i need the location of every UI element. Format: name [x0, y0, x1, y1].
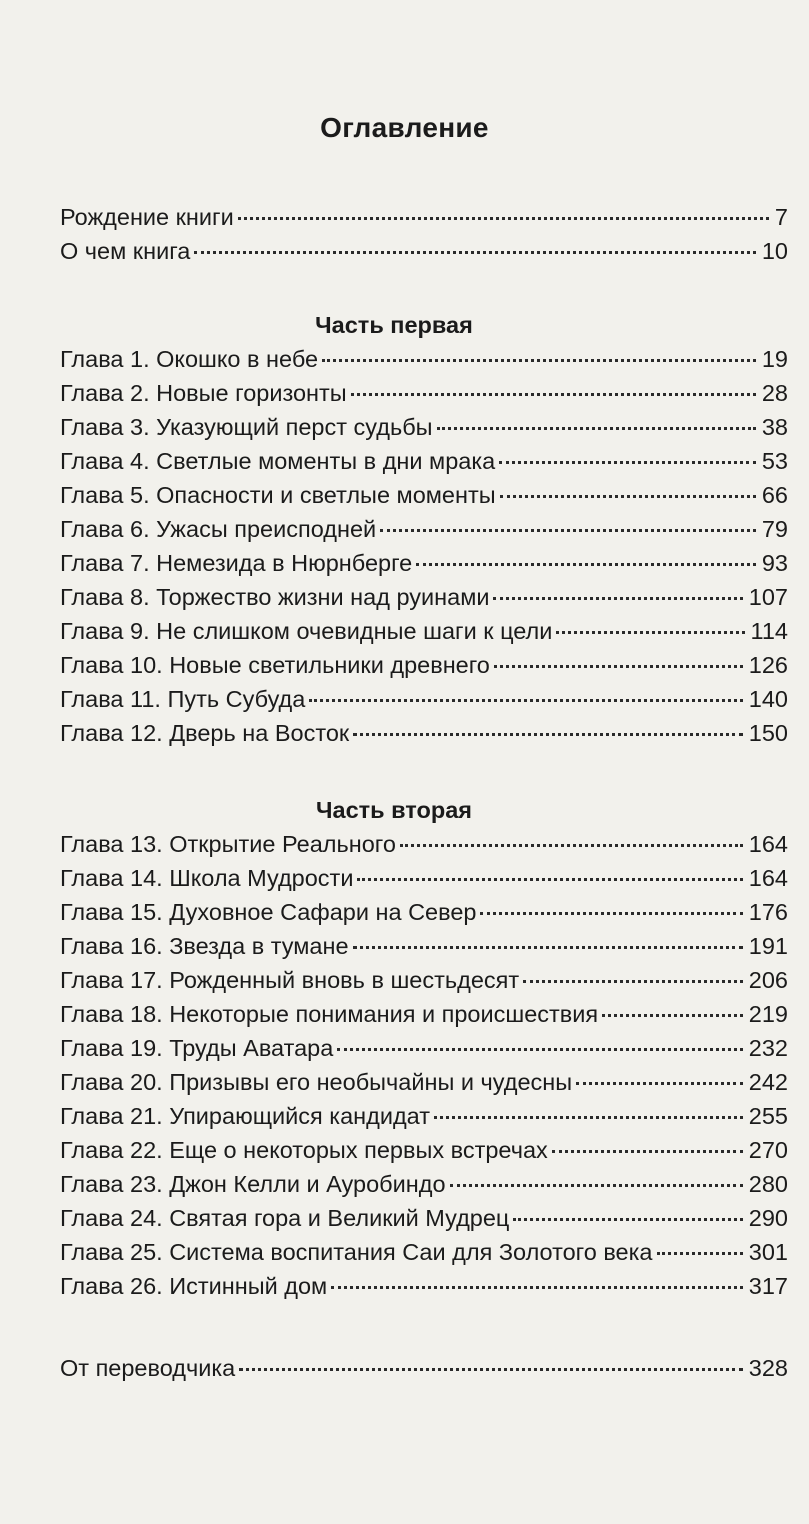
toc-entry-title: Глава 18. Некоторые понимания и происшествия	[60, 1001, 599, 1027]
toc-entry-page-number: 232	[748, 1035, 788, 1061]
toc-entry	[60, 546, 788, 580]
toc-entry-page-number: 140	[748, 686, 788, 712]
toc-entry	[60, 682, 788, 716]
part-one-heading: Часть первая	[315, 312, 473, 338]
toc-entry	[60, 614, 788, 648]
toc-entry-title: Глава 26. Истинный дом	[60, 1273, 328, 1299]
toc-entry	[60, 1351, 788, 1385]
dot-leader	[523, 980, 743, 983]
toc-entry-title: Глава 23. Джон Келли и Ауробиндо	[60, 1171, 446, 1197]
toc-entry-title: Глава 6. Ужасы преисподней	[60, 516, 377, 542]
dot-leader	[513, 1218, 742, 1221]
toc-entry-page-number: 164	[748, 865, 788, 891]
toc-entry	[60, 997, 788, 1031]
toc-entry	[60, 929, 788, 963]
toc-entry-title: Глава 17. Рожденный вновь в шестьдесят	[60, 967, 520, 993]
toc-entry	[60, 1099, 788, 1133]
toc-entry-page-number: 53	[761, 448, 788, 474]
page-title: Оглавление	[320, 112, 489, 143]
toc-entry-title: Глава 10. Новые светильники древнего	[60, 652, 490, 678]
toc-entry-title: Глава 4. Светлые моменты в дни мрака	[60, 448, 496, 474]
dot-leader	[500, 495, 756, 498]
toc-entry-page-number: 219	[748, 1001, 788, 1027]
toc-entry	[60, 342, 788, 376]
dot-leader	[437, 427, 756, 430]
dot-leader	[238, 217, 769, 220]
dot-leader	[353, 946, 743, 949]
toc-entry-page-number: 19	[761, 346, 788, 372]
toc-entry-page-number: 255	[748, 1103, 788, 1129]
part-one-list	[60, 342, 788, 750]
toc-entry-title: От переводчика	[60, 1355, 236, 1381]
dot-leader	[499, 461, 756, 464]
toc-entry-page-number: 114	[750, 618, 788, 644]
dot-leader	[450, 1184, 743, 1187]
toc-entry-title: Глава 9. Не слишком очевидные шаги к цели	[60, 618, 553, 644]
dot-leader	[494, 665, 743, 668]
toc-entry-page-number: 301	[748, 1239, 788, 1265]
toc-entry-page-number: 79	[761, 516, 788, 542]
dot-leader	[380, 529, 756, 532]
dot-leader	[351, 393, 756, 396]
toc-entry-title: Глава 22. Еще о некоторых первых встречах	[60, 1137, 548, 1163]
front-matter-list	[60, 200, 788, 268]
toc-entry	[60, 512, 788, 546]
dot-leader	[357, 878, 742, 881]
toc-entry	[60, 200, 788, 234]
toc-entry-page-number: 107	[748, 584, 788, 610]
toc-entry	[60, 716, 788, 750]
toc-entry	[60, 895, 788, 929]
toc-entry-page-number: 38	[761, 414, 788, 440]
part-two-list	[60, 827, 788, 1303]
toc-entry-page-number: 317	[748, 1273, 788, 1299]
dot-leader	[552, 1150, 743, 1153]
toc-entry	[60, 478, 788, 512]
toc-entry	[60, 1167, 788, 1201]
table-of-contents	[60, 200, 788, 1385]
dot-leader	[493, 597, 742, 600]
toc-entry	[60, 1235, 788, 1269]
toc-entry	[60, 234, 788, 268]
dot-leader	[239, 1368, 743, 1371]
part-two-heading: Часть вторая	[316, 797, 472, 823]
toc-entry-page-number: 126	[748, 652, 788, 678]
dot-leader	[322, 359, 756, 362]
toc-entry-page-number: 164	[748, 831, 788, 857]
dot-leader	[657, 1252, 743, 1255]
dot-leader	[400, 844, 743, 847]
dot-leader	[416, 563, 756, 566]
toc-entry-title: Глава 15. Духовное Сафари на Север	[60, 899, 477, 925]
toc-entry-title: Глава 25. Система воспитания Саи для Золотого века	[60, 1239, 653, 1265]
toc-entry	[60, 1201, 788, 1235]
back-matter-list	[60, 1351, 788, 1385]
toc-entry-title: Глава 24. Святая гора и Великий Мудрец	[60, 1205, 510, 1231]
toc-entry-title: Глава 20. Призывы его необычайны и чудесны	[60, 1069, 573, 1095]
toc-entry-title: Глава 2. Новые горизонты	[60, 380, 347, 406]
toc-entry-page-number: 66	[761, 482, 788, 508]
toc-entry-page-number: 150	[748, 720, 788, 746]
toc-entry	[60, 827, 788, 861]
toc-entry-title: Глава 8. Торжество жизни над руинами	[60, 584, 490, 610]
toc-entry-page-number: 206	[748, 967, 788, 993]
dot-leader	[602, 1014, 743, 1017]
dot-leader	[309, 699, 742, 702]
toc-entry-title: Глава 11. Путь Субуда	[60, 686, 306, 712]
toc-entry-page-number: 93	[761, 550, 788, 576]
toc-entry-title: Глава 14. Школа Мудрости	[60, 865, 354, 891]
toc-entry-page-number: 290	[748, 1205, 788, 1231]
toc-entry	[60, 580, 788, 614]
toc-entry-title: Глава 13. Открытие Реального	[60, 831, 396, 857]
toc-entry	[60, 1031, 788, 1065]
dot-leader	[331, 1286, 743, 1289]
toc-entry-title: Глава 16. Звезда в тумане	[60, 933, 349, 959]
toc-entry	[60, 1065, 788, 1099]
toc-entry-page-number: 270	[748, 1137, 788, 1163]
toc-entry-page-number: 176	[748, 899, 788, 925]
toc-entry	[60, 1133, 788, 1167]
toc-entry	[60, 963, 788, 997]
toc-entry	[60, 444, 788, 478]
toc-entry-page-number: 7	[774, 204, 788, 230]
toc-entry	[60, 648, 788, 682]
toc-entry	[60, 410, 788, 444]
toc-entry-title: Глава 12. Дверь на Восток	[60, 720, 350, 746]
toc-entry-title: Глава 19. Труды Аватара	[60, 1035, 334, 1061]
toc-entry-page-number: 191	[748, 933, 788, 959]
dot-leader	[576, 1082, 743, 1085]
toc-entry-page-number: 10	[761, 238, 788, 264]
toc-entry-page-number: 328	[748, 1355, 788, 1381]
toc-entry-title: Глава 7. Немезида в Нюрнберге	[60, 550, 413, 576]
dot-leader	[434, 1116, 743, 1119]
dot-leader	[556, 631, 744, 634]
dot-leader	[480, 912, 742, 915]
toc-entry-title: Глава 1. Окошко в небе	[60, 346, 319, 372]
dot-leader	[194, 251, 756, 254]
toc-entry-page-number: 280	[748, 1171, 788, 1197]
toc-entry-title: Рождение книги	[60, 204, 234, 230]
toc-entry-title: Глава 3. Указующий перст судьбы	[60, 414, 433, 440]
toc-entry-page-number: 242	[748, 1069, 788, 1095]
dot-leader	[353, 733, 743, 736]
toc-entry	[60, 376, 788, 410]
dot-leader	[337, 1048, 742, 1051]
toc-entry-title: Глава 5. Опасности и светлые моменты	[60, 482, 496, 508]
toc-entry-page-number: 28	[761, 380, 788, 406]
toc-entry-title: Глава 21. Упирающийся кандидат	[60, 1103, 430, 1129]
toc-entry-title: О чем книга	[60, 238, 191, 264]
toc-entry	[60, 1269, 788, 1303]
toc-entry	[60, 861, 788, 895]
